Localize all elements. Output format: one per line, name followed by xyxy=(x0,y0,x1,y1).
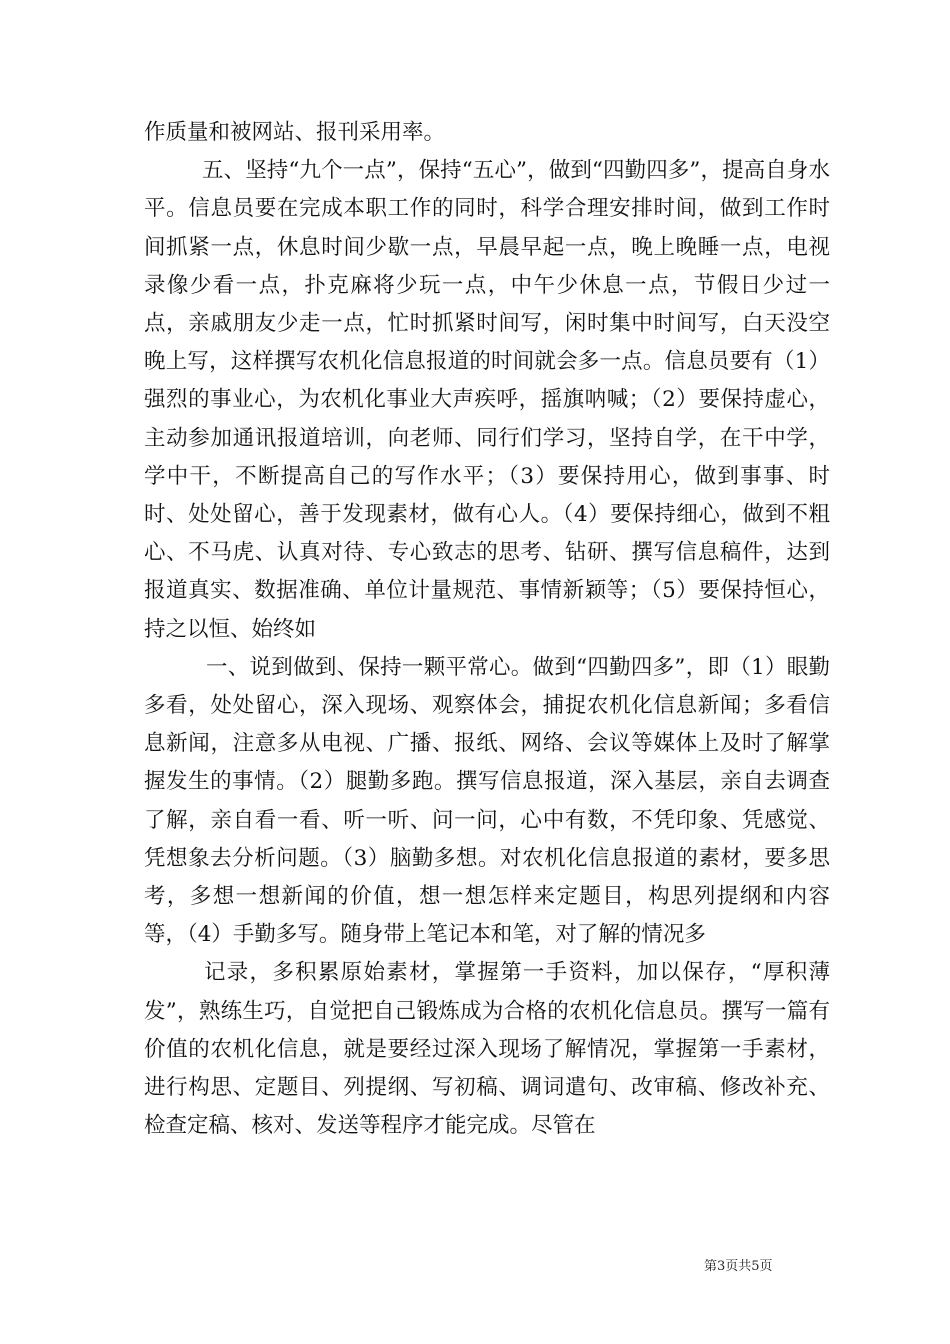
paragraph-records: 记录，多积累原始素材，掌握第一手资料，加以保存，“厚积薄发”，熟练生巧，自觉把自己锻炼成为合格的农机化信息员。撰写一篇有价值的农机化信息，就是要经过深入现场了解情况，掌握第一手素材，进行构思、定题目、列提纲、写初稿、调词遣句、改审稿、修改补充、检查定稿、核对、发送等程序才能完成。尽管在 xyxy=(144,960,830,1139)
page-footer: 第3页共5页 xyxy=(704,1259,773,1274)
paragraph-section-one: 一、说到做到、保持一颗平常心。做到“四勤四多”，即（1）眼勤多看，处处留心，深入现场、观察体会，捕捉农机化信息新闻；多看信息新闻，注意多从电视、广播、报纸、网络、会议等媒体上及时了解掌握发生的事情。（2）腿勤多跑。撰写信息报道，深入基层，亲自去调查了解，亲自看一看、听一听、问一问，心中有数，不凭印象、凭感觉、凭想象去分析问题。（3）脑勤多想。对农机化信息报道的素材，要多思考，多想一想新闻的价值，想一想怎样来定题目，构思列提纲和内容等，（4）手勤多写。随身带上笔记本和笔，对了解的情况多 xyxy=(144,654,830,948)
body-text xyxy=(144,114,830,1145)
paragraph-section-five: 五、坚持“九个一点”，保持“五心”，做到“四勤四多”，提高自身水平。信息员要在完成本职工作的同时，科学合理安排时间，做到工作时间抓紧一点，休息时间少歇一点，早晨早起一点，晚上晚睡一点，电视录像少看一点，扑克麻将少玩一点，中午少休息一点，节假日少过一点，亲戚朋友少走一点，忙时抓紧时间写，闲时集中时间写，白天没空晚上写，这样撰写农机化信息报道的时间就会多一点。信息员要有（1）强烈的事业心，为农机化事业大声疾呼，摇旗呐喊；（2）要保持虚心，主动参加通讯报道培训，向老师、同行们学习，坚持自学，在干中学，学中干，不断提高自己的写作水平；（3）要保持用心，做到事事、时时、处处留心，善于发现素材，做有心人。（4）要保持细心，做到不粗心、不马虎、认真对待、专心致志的思考、钻研、撰写信息稿件，达到报道真实、数据准确、单位计量规范、事情新颖等；（5）要保持恒心，持之以恒、始终如 xyxy=(144,158,830,642)
paragraph-continuation: 作质量和被网站、报刊采用率。 xyxy=(144,120,446,145)
